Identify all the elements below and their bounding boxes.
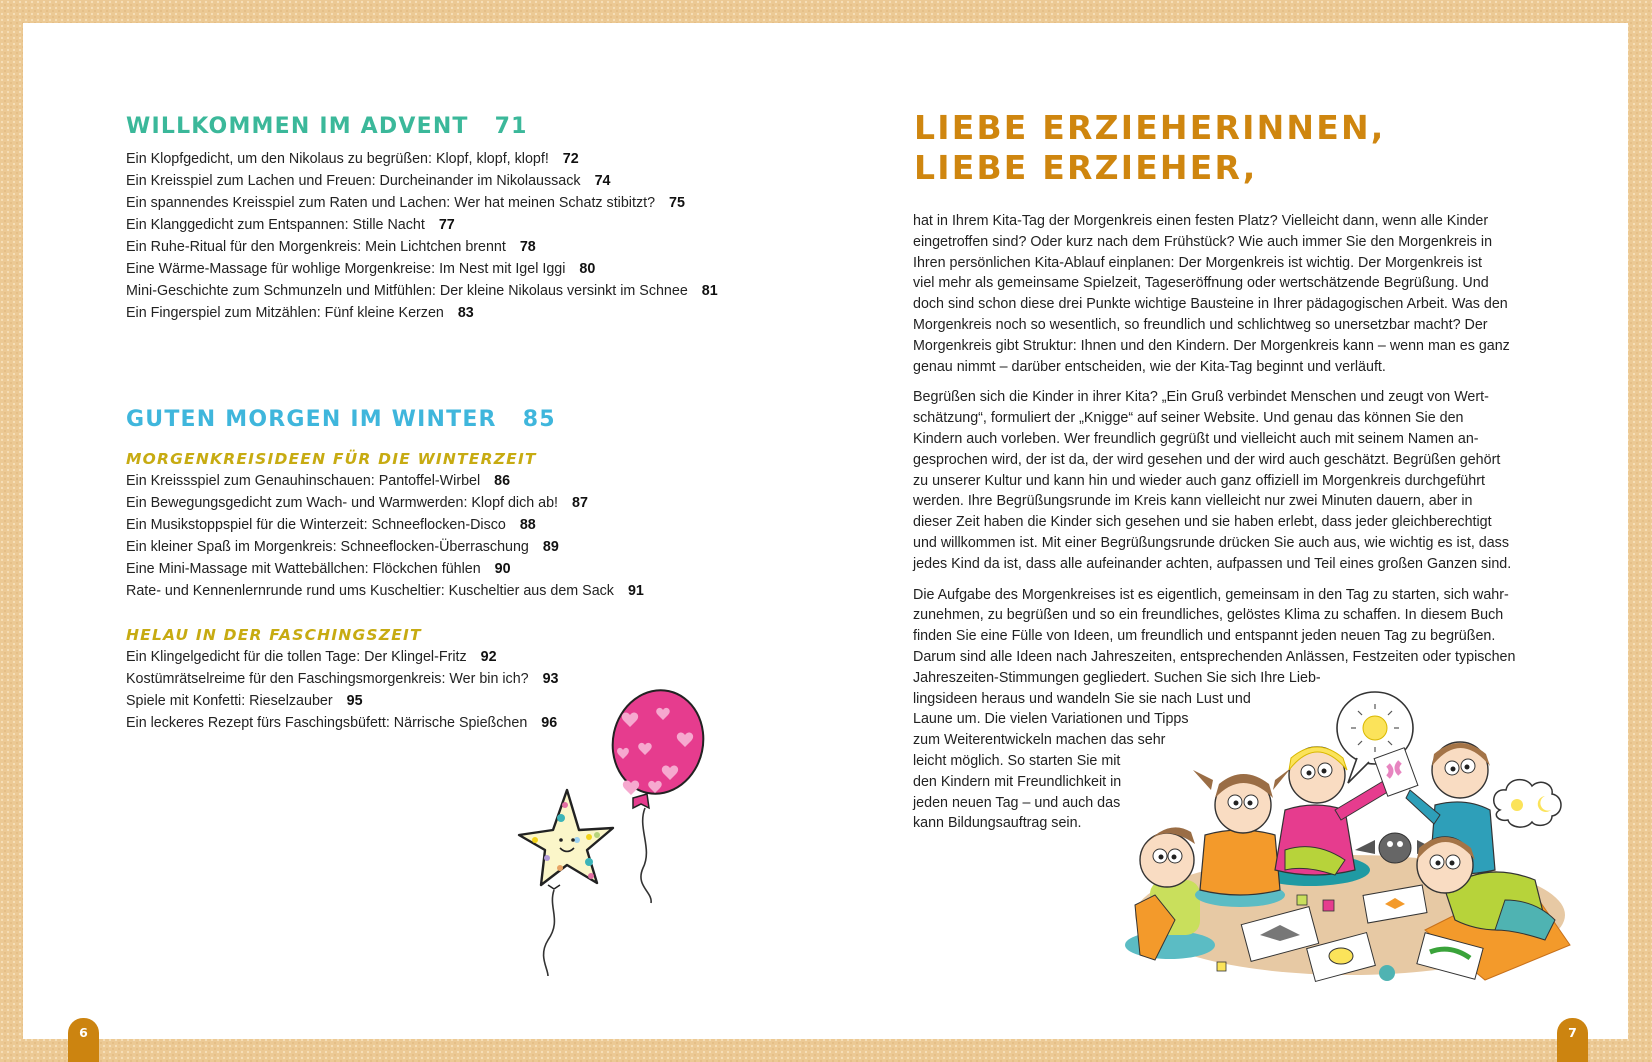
toc-entry-page: 90 (494, 561, 511, 577)
text-line: werden. Ihre Begrüßungsrunde im Kreis kann vielleicht nur zwei Minuten dauern, aber in (913, 493, 1473, 510)
heart-balloon-icon (603, 682, 713, 903)
text-line: und willkommen ist. Mit einer Begrüßungsrunde drücken Sie auch aus, wie wichtig es ist, dass (913, 534, 1509, 551)
toc-entry-title: Eine Mini-Massage mit Wattebällchen: Flöckchen fühlen (126, 561, 481, 577)
sub-heading-winterzeit: MORGENKREISIDEEN FÜR DIE WINTERZEIT (126, 450, 537, 468)
toc-entry-page: 96 (541, 715, 558, 731)
toc-entry-title: Ein Klanggedicht zum Entspannen: Stille Nacht (126, 217, 425, 233)
toc-entry-title: Ein Klopfgedicht, um den Nikolaus zu begrüßen: Klopf, klopf, klopf! (126, 151, 549, 167)
toc-entry[interactable] (126, 646, 644, 668)
toc-entry[interactable] (126, 214, 718, 236)
toc-entry[interactable] (126, 236, 718, 258)
toc-entry-page: 88 (519, 517, 536, 533)
toc-entry-title: Eine Wärme-Massage für wohlige Morgenkreise: Im Nest mit Igel Iggi (126, 261, 566, 277)
toc-entry-title: Ein Bewegungsgedicht zum Wach- und Warmwerden: Klopf dich ab! (126, 495, 559, 511)
text-line: jedes Kind da ist, dass alle aufeinander achten, aufpassen und Teil eines großen Ganzen sind. (913, 555, 1512, 572)
toc-entry-title: Ein spannendes Kreisspiel zum Raten und Lachen: Wer hat meinen Schatz stibitzt? (126, 195, 656, 211)
text-line: Morgenkreis noch so wesentlich, so freundlich und schlichtweg so unersetzbar macht? Der (913, 316, 1488, 333)
toc-entry[interactable] (126, 492, 644, 514)
chapter-heading-winter[interactable] (126, 406, 644, 434)
text-line: dieser Zeit haben die Kinder sich gesehen und sie haben erlebt, dass jeder gleichberechtigt (913, 514, 1492, 531)
toc-entry-page: 75 (669, 195, 685, 211)
toc-entry[interactable] (126, 280, 718, 302)
toc-entry-title: Mini-Geschichte zum Schmunzeln und Mitfühlen: Der kleine Nikolaus versinkt im Schnee (126, 283, 688, 299)
chapter-title: WILLKOMMEN IM ADVENT (126, 114, 469, 139)
text-line: viel mehr als gemeinsame Spielzeit, Tageseröffnung oder wertschätzende Begrüßung. Und (913, 275, 1489, 292)
toc-entry-page: 87 (572, 495, 588, 511)
text-line: Darum sind alle Ideen nach Jahreszeiten, entsprechenden Anlässen, Festzeiten oder typischen (913, 648, 1516, 665)
toc-entry-title: Ein Fingerspiel zum Mitzählen: Fünf kleine Kerzen (126, 305, 444, 321)
toc-entry-title: Kostümrätselreime für den Faschingsmorgenkreis: Wer bin ich? (126, 671, 529, 687)
toc-entry-page: 81 (701, 283, 718, 299)
toc-entry-page: 74 (594, 173, 611, 189)
star-balloon-icon (519, 790, 613, 976)
text-line: hat in Ihrem Kita-Tag der Morgenkreis einen festen Platz? Vielleicht dann, wenn alle Kinder (913, 213, 1489, 229)
chapter-page-number: 85 (522, 407, 556, 432)
text-line: eingetroffen sind? Oder kurz nach dem Frühstück? Wie auch immer Sie den Morgenkreis in (913, 233, 1493, 250)
toc-entry[interactable] (126, 514, 644, 536)
toc-entry-page: 89 (542, 539, 559, 555)
letter-heading (914, 108, 1386, 188)
toc-entry-page: 93 (542, 671, 559, 687)
text-line: leicht möglich. So starten Sie mit (913, 752, 1121, 769)
text-line: Die Aufgabe des Morgenkreises ist es eigentlich, gemeinsam in den Tag zu starten, sich wahr- (913, 586, 1509, 603)
text-line: jeden neuen Tag – und auch das (913, 794, 1121, 811)
toc-entry-title: Ein Kreissspiel zum Genauhinschauen: Pantoffel-Wirbel (126, 473, 481, 489)
toc-entry[interactable] (126, 580, 644, 602)
text-line: zunehmen, zu begrüßen und so ein freundliches, gelöstes Klima zu schaffen. In diesem Buch (913, 607, 1504, 624)
page-number-right: 7 (1557, 1018, 1588, 1062)
text-line: Laune um. Die vielen Variationen und Tipps (913, 711, 1189, 728)
toc-entry-title: Rate- und Kennenlernrunde rund ums Kuscheltier: Kuscheltier aus dem Sack (126, 583, 614, 599)
chapter-title: GUTEN MORGEN IM WINTER (126, 407, 497, 432)
text-line: den Kindern mit Freundlichkeit in (913, 773, 1122, 790)
toc-entry[interactable] (126, 148, 718, 170)
paragraph-1 (913, 211, 1523, 377)
text-line: Begrüßen sich die Kinder in ihrer Kita? „Ein Gruß verbindet Menschen und zeugt von Wert- (913, 389, 1489, 406)
toc-entry-page: 72 (562, 151, 579, 167)
toc-entry[interactable] (126, 192, 718, 214)
text-line: finden Sie eine Fülle von Ideen, um freundlich und entspannt jeden neuen Tag zu begrüßen. (913, 628, 1496, 645)
toc-entry[interactable] (126, 558, 644, 580)
toc-entry[interactable] (126, 170, 718, 192)
toc-entry-title: Ein Klingelgedicht für die tollen Tage: Der Klingel-Fritz (126, 649, 467, 665)
toc-section-advent (126, 113, 718, 324)
toc-entry-page: 95 (346, 693, 363, 709)
text-line: zu unserer Kultur und kann hin und wieder auch ganz offiziell im Morgenkreis durchgeführt (913, 472, 1485, 489)
text-line: gesprochen wird, der ist da, der wird gesehen und der wird auch geschätzt. Begrüßen gehört (913, 451, 1501, 468)
balloons-illustration (505, 690, 725, 980)
toc-entry[interactable] (126, 668, 644, 690)
text-line: Morgenkreis gibt Struktur: Ihnen und den Kindern. Der Morgenkreis kann – wenn man es ganz (913, 337, 1510, 354)
toc-entry-page: 91 (627, 583, 644, 599)
letter-heading-line-2: LIEBE ERZIEHER, (914, 148, 1258, 187)
text-line: Jahreszeiten-Stimmungen gegliedert. Suchen Sie sich Ihre Lieb- (913, 669, 1321, 686)
letter-heading-line-1: LIEBE ERZIEHERINNEN, (914, 108, 1386, 147)
text-line: doch sind schon diese drei Punkte wichtige Bausteine in Ihrer pädagogischen Arbeit. Was den (913, 296, 1508, 313)
toc-entry-title: Ein Musikstoppspiel für die Winterzeit: Schneeflocken-Disco (126, 517, 506, 533)
toc-entry-title: Ein Ruhe-Ritual für den Morgenkreis: Mein Lichtchen brennt (126, 239, 506, 255)
text-line: Kindern auch vorleben. Wer freundlich gegrüßt und vielleicht auch mit seinem Namen an- (913, 430, 1479, 447)
page-number-left: 6 (68, 1018, 99, 1062)
toc-entry-page: 92 (480, 649, 497, 665)
toc-entry-page: 83 (457, 305, 474, 321)
toc-entry[interactable] (126, 258, 718, 280)
toc-entry-page: 78 (519, 239, 536, 255)
text-line: Ihren persönlichen Kita-Ablauf einplanen: Der Morgenkreis ist wichtig. Der Morgenkreis ist (913, 254, 1482, 271)
paragraph-2 (913, 387, 1523, 574)
toc-entry[interactable] (126, 470, 644, 492)
text-line: zum Weiterentwickeln machen das sehr (913, 732, 1166, 749)
children-illustration (1105, 690, 1575, 980)
toc-entry[interactable] (126, 536, 644, 558)
toc-entry-page: 80 (579, 261, 596, 277)
chapter-heading-advent[interactable] (126, 113, 718, 141)
toc-entry-title: Ein Kreisspiel zum Lachen und Freuen: Durcheinander im Nikolaussack (126, 173, 581, 189)
text-line: genau nimmt – darüber entscheiden, wie der Kita-Tag beginnt und verläuft. (913, 358, 1386, 375)
toc-entry[interactable] (126, 302, 718, 324)
text-line: lingsideen heraus und wandeln Sie sie nach Lust und (913, 690, 1251, 707)
text-line: kann Bildungsauftrag sein. (913, 815, 1082, 832)
sub-heading-faschingszeit: HELAU IN DER FASCHINGSZEIT (126, 626, 422, 644)
toc-entry-page: 86 (494, 473, 511, 489)
toc-entry-title: Ein leckeres Rezept fürs Faschingsbüfett: Närrische Spießchen (126, 715, 528, 731)
chapter-page-number: 71 (494, 114, 528, 139)
toc-entry-page: 77 (438, 217, 455, 233)
toc-section-winter (126, 406, 644, 734)
toc-entry-title: Ein kleiner Spaß im Morgenkreis: Schneeflocken-Überraschung (126, 539, 529, 555)
text-line: schätzung“, formuliert der „Knigge“ auf seiner Website. Und genau das können Sie den (913, 410, 1464, 427)
child-figure (1193, 768, 1291, 907)
toc-entry-title: Spiele mit Konfetti: Rieselzauber (126, 693, 333, 709)
